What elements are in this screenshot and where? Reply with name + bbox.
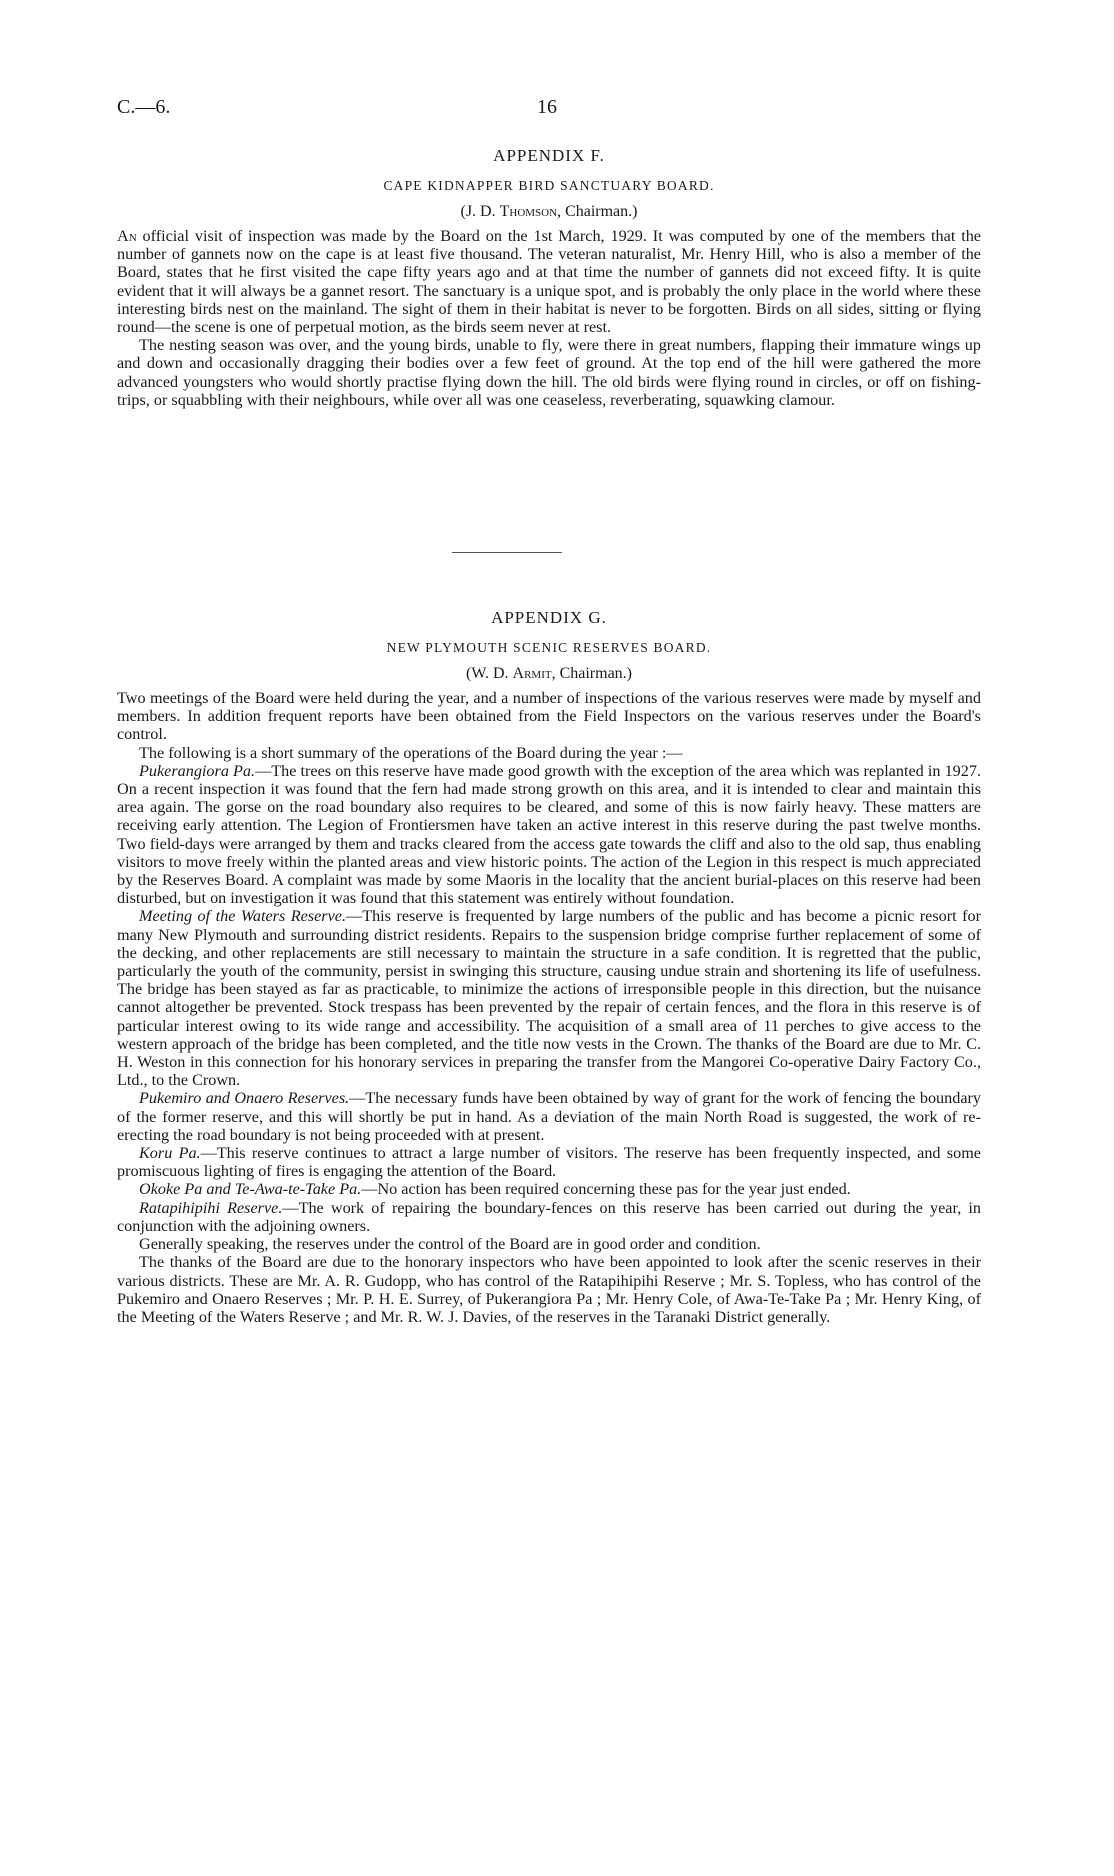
appendix-g-title: APPENDIX G. xyxy=(491,608,607,627)
koru-text: —This reserve continues to attract a large number of visitors. The reserve has been frequently inspected, and some promiscuous lighting of fires is engaging the attention of the Board. xyxy=(117,1144,981,1181)
chairman-close: , Chairman.) xyxy=(551,665,632,682)
koru-paragraph xyxy=(117,1144,981,1180)
okoke-heading: Okoke Pa and Te-Awa-te-Take Pa. xyxy=(139,1180,362,1199)
appendix-g-board-name: NEW PLYMOUTH SCENIC RESERVES BOARD. xyxy=(386,640,712,655)
appendix-g-summary-paragraph: The following is a short summary of the operations of the Board during the year :— xyxy=(139,743,683,762)
pukemiro-paragraph xyxy=(117,1089,981,1144)
page-number: 16 xyxy=(537,96,557,118)
appendix-g-intro-paragraph: Two meetings of the Board were held during the year, and a number of inspections of the various reserves were made by myself and members. In addition frequent reports have been obtained from the Field Inspectors on the various reserves under the Board's control. xyxy=(117,689,981,744)
pukerangiora-heading: Pukerangiora Pa. xyxy=(139,761,256,780)
appendix-g-section xyxy=(117,608,981,1326)
chairman-name: Armit xyxy=(512,665,552,682)
pukemiro-heading: Pukemiro and Onaero Reserves. xyxy=(139,1089,350,1108)
section-divider xyxy=(452,552,562,553)
appendix-f-title: APPENDIX F. xyxy=(493,146,605,165)
koru-heading: Koru Pa. xyxy=(139,1144,201,1163)
paragraph-lead-word: An xyxy=(117,227,137,245)
appendix-f-chairman xyxy=(117,203,981,221)
waters-reserve-paragraph xyxy=(117,907,981,1089)
chairman-name: Thomson xyxy=(499,203,558,220)
ratapihipihi-heading: Ratapihipihi Reserve. xyxy=(139,1198,283,1217)
okoke-text: —No action has been required concerning these pas for the year just ended. xyxy=(361,1180,851,1199)
honorary-inspectors-paragraph: The thanks of the Board are due to the honorary inspectors who have been appointed to look after the scenic reserves in their various districts. These are Mr. A. R. Gudopp, who has control of the Ratapihipihi Reserve ; Mr. S. Topless, who has control of the Pukemiro and Onaero Reserves ; Mr. P. H. E. Surrey, of Pukerangiora Pa ; Mr. Henry Cole, of Awa-Te-Take Pa ; Mr. Henry King, of the Meeting of the Waters Reserve ; and Mr. R. W. J. Davies, of the reserves in the Taranaki District generally. xyxy=(117,1253,981,1326)
pukerangiora-paragraph xyxy=(117,762,981,908)
page-header xyxy=(117,96,997,120)
waters-reserve-heading: Meeting of the Waters Reserve. xyxy=(139,907,347,926)
appendix-f-section xyxy=(117,146,981,409)
page-reference: C.—6. xyxy=(117,96,171,118)
ratapihipihi-paragraph xyxy=(117,1199,981,1235)
appendix-g-chairman xyxy=(117,665,981,683)
appendix-f-board-name: CAPE KIDNAPPER BIRD SANCTUARY BOARD. xyxy=(383,178,715,193)
waters-reserve-text: —This reserve is frequented by large numbers of the public and has become a picnic resort for many New Plymouth and surrounding district residents. Repairs to the suspension bridge comprise further replacement of some of the decking, and other replacements are still necessary to maintain the structure in a safe condition. It is regretted that the public, particularly the youth of the community, persist in swinging this structure, causing undue strain and shortening its life of usefulness. The bridge has been stayed as far as practicable, to minimize the actions of irresponsible people in this direction, but the nuisance cannot altogether be prevented. Stock trespass has been prevented by the repair of certain fences, and the flora in this reserve is of particular interest owing to its wide range and accessibility. The acquisition of a small area of 11 perches to give access to the western approach of the bridge has been completed, and the title now vests in the Crown. The thanks of the Board are due to Mr. C. H. Weston in this connection for his honorary services in preparing the transfer from the Mangorei Co-operative Dairy Factory Co., Ltd., to the Crown. xyxy=(117,907,981,1090)
general-condition-paragraph: Generally speaking, the reserves under the control of the Board are in good order and condition. xyxy=(139,1235,761,1254)
ratapihipihi-text: —The work of repairing the boundary-fences on this reserve has been carried out during the year, in conjunction with the adjoining owners. xyxy=(117,1198,981,1235)
okoke-paragraph xyxy=(117,1180,981,1198)
appendix-f-paragraph-1 xyxy=(117,227,981,336)
chairman-open: (J. D. xyxy=(460,203,500,220)
chairman-close: , Chairman.) xyxy=(557,203,638,220)
pukerangiora-text: —The trees on this reserve have made good growth with the exception of the area which was replanted in 1927. On a recent inspection it was found that the fern had made strong growth on this area, and it is intended to clear and maintain this area again. The gorse on the road boundary also requires to be cleared, and some of this is now fairly heavy. These matters are receiving early attention. The Legion of Frontiersmen have taken an active interest in this reserve during the past twelve months. Two field-days were arranged by them and tracks cleared from the access gate towards the cliff and also to the old sap, thus enabling visitors to move freely within the planted areas and view historic points. The action of the Legion in this respect is much appreciated by the Reserves Board. A complaint was made by some Maoris in the locality that the ancient burial-places on this reserve had been disturbed, but on investigation it was found that this statement was entirely without foundation. xyxy=(117,761,981,908)
chairman-open: (W. D. xyxy=(466,665,513,682)
pukemiro-text: —The necessary funds have been obtained by way of grant for the work of fencing the boundary of the former reserve, and this will shortly be put in hand. As a deviation of the main North Road is suggested, the work of re-erecting the road boundary is not being proceeded with at present. xyxy=(117,1089,981,1144)
appendix-f-paragraph-2: The nesting season was over, and the young birds, unable to fly, were there in great numbers, flapping their immature wings up and down and occasionally dragging their bodies over a few feet of ground. At the top end of the hill were gathered the more advanced youngsters who would shortly practise flying down the hill. The old birds were flying round in circles, or off on fishing-trips, or squabbling with their neighbours, while over all was one ceaseless, reverberating, squawking clamour. xyxy=(117,336,981,409)
paragraph-text: official visit of inspection was made by the Board on the 1st March, 1929. It was computed by one of the members that the number of gannets now on the cape is at least five thousand. The veteran naturalist, Mr. Henry Hill, who is also a member of the Board, states that he first visited the cape fifty years ago and at that time the number of gannets did not exceed fifty. It is quite evident that it will always be a gannet resort. The sanctuary is a unique spot, and is probably the only place in the world where these interesting birds nest on the mainland. The sight of them in their habitat is never to be forgotten. Birds on all sides, sitting or flying round—the scene is one of perpetual motion, as the birds seem never at rest. xyxy=(117,227,981,337)
